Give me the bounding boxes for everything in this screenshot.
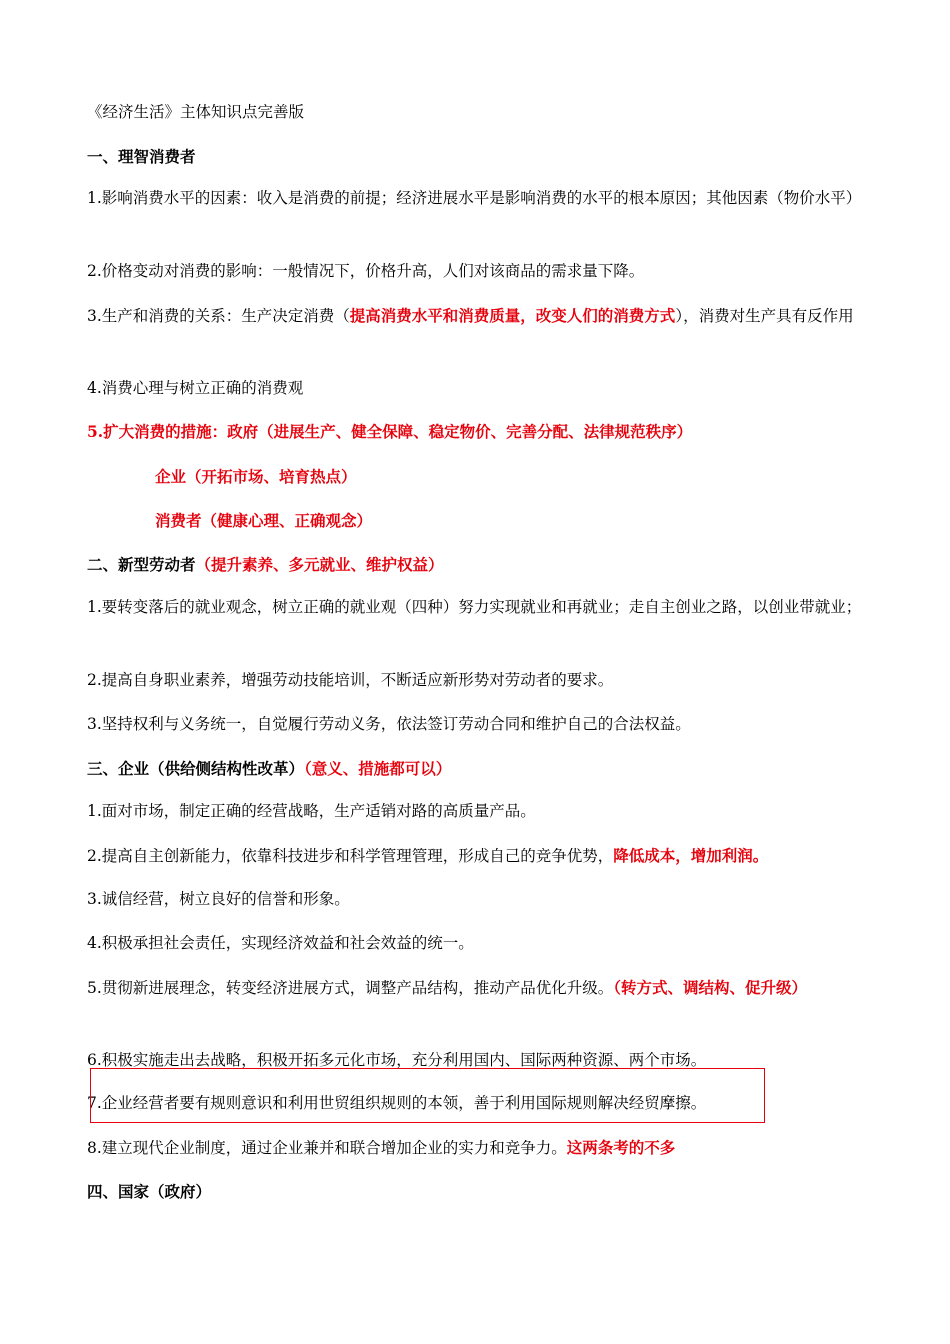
paragraph-text: 3.生产和消费的关系：生产决定消费（ — [87, 307, 350, 325]
highlight-paragraph: 消费者（健康心理、正确观念） — [155, 511, 373, 530]
paragraph: 1.面对市场，制定正确的经营战略，生产适销对路的高质量产品。 — [87, 802, 536, 820]
highlight-paragraph: 5.扩大消费的措施：政府（进展生产、健全保障、稳定物价、完善分配、法律规范秩序） — [87, 422, 693, 441]
highlight-text: （意义、措施都可以） — [304, 759, 452, 778]
paragraph — [87, 1133, 867, 1163]
highlight-text: 降低成本，增加利润。 — [613, 846, 769, 865]
heading-text: 三、企业（供给侧结构性改革） — [87, 759, 305, 778]
paragraph: 6.积极实施走出去战略，积极开拓多元化市场，充分利用国内、国际两种资源、两个市场。 — [87, 1051, 707, 1069]
paragraph: 7.企业经营者要有规则意识和利用世贸组织规则的本领，善于利用国际规则解决经贸摩擦。 — [87, 1094, 707, 1112]
paragraph: 3.坚持权利与义务统一，自觉履行劳动义务，依法签订劳动合同和维护自己的合法权益。 — [87, 715, 691, 733]
paragraph: 4.积极承担社会责任，实现经济效益和社会效益的统一。 — [87, 934, 474, 952]
section-heading-government: 四、国家（政府） — [87, 1182, 212, 1201]
section-heading-labor — [87, 550, 867, 579]
red-annotation-box — [90, 1068, 765, 1123]
highlight-text: （转方式、调结构、促升级） — [613, 978, 808, 997]
paragraph: 1.影响消费水平的因素：收入是消费的前提；经济进展水平是影响消费的水平的根本原因；其他因素（物价水平） — [87, 189, 862, 207]
paragraph: 4.消费心理与树立正确的消费观 — [87, 379, 304, 397]
paragraph — [87, 973, 867, 1003]
section-heading-consumer: 一、理智消费者 — [87, 147, 196, 166]
heading-text: 二、新型劳动者 — [87, 555, 196, 574]
paragraph: 1.要转变落后的就业观念，树立正确的就业观（四种）努力实现就业和再就业；走自主创业之路，以创业带就业； — [87, 598, 862, 616]
paragraph-text: 5.贯彻新进展理念，转变经济进展方式，调整产品结构，推动产品优化升级。 — [87, 979, 614, 997]
paragraph: 3.诚信经营，树立良好的信誉和形象。 — [87, 890, 350, 908]
paragraph — [87, 301, 867, 331]
highlight-text: （提升素养、多元就业、维护权益） — [195, 555, 444, 574]
paragraph — [87, 841, 867, 871]
section-heading-enterprise — [87, 754, 867, 783]
paragraph: 2.提高自身职业素养，增强劳动技能培训，不断适应新形势对劳动者的要求。 — [87, 671, 614, 689]
paragraph-text: ），消费对生产具有反作用 — [675, 307, 854, 325]
document-title: 《经济生活》主体知识点完善版 — [87, 103, 305, 121]
paragraph: 2.价格变动对消费的影响：一般情况下，价格升高，人们对该商品的需求量下降。 — [87, 262, 645, 280]
highlight-text: 提高消费水平和消费质量，改变人们的消费方式 — [349, 306, 676, 325]
highlight-text: 这两条考的不多 — [566, 1138, 676, 1157]
paragraph-text: 8.建立现代企业制度，通过企业兼并和联合增加企业的实力和竞争力。 — [87, 1139, 567, 1157]
highlight-paragraph: 企业（开拓市场、培育热点） — [155, 467, 357, 486]
paragraph-text: 2.提高自主创新能力，依靠科技进步和科学管理管理，形成自己的竞争优势， — [87, 847, 614, 865]
